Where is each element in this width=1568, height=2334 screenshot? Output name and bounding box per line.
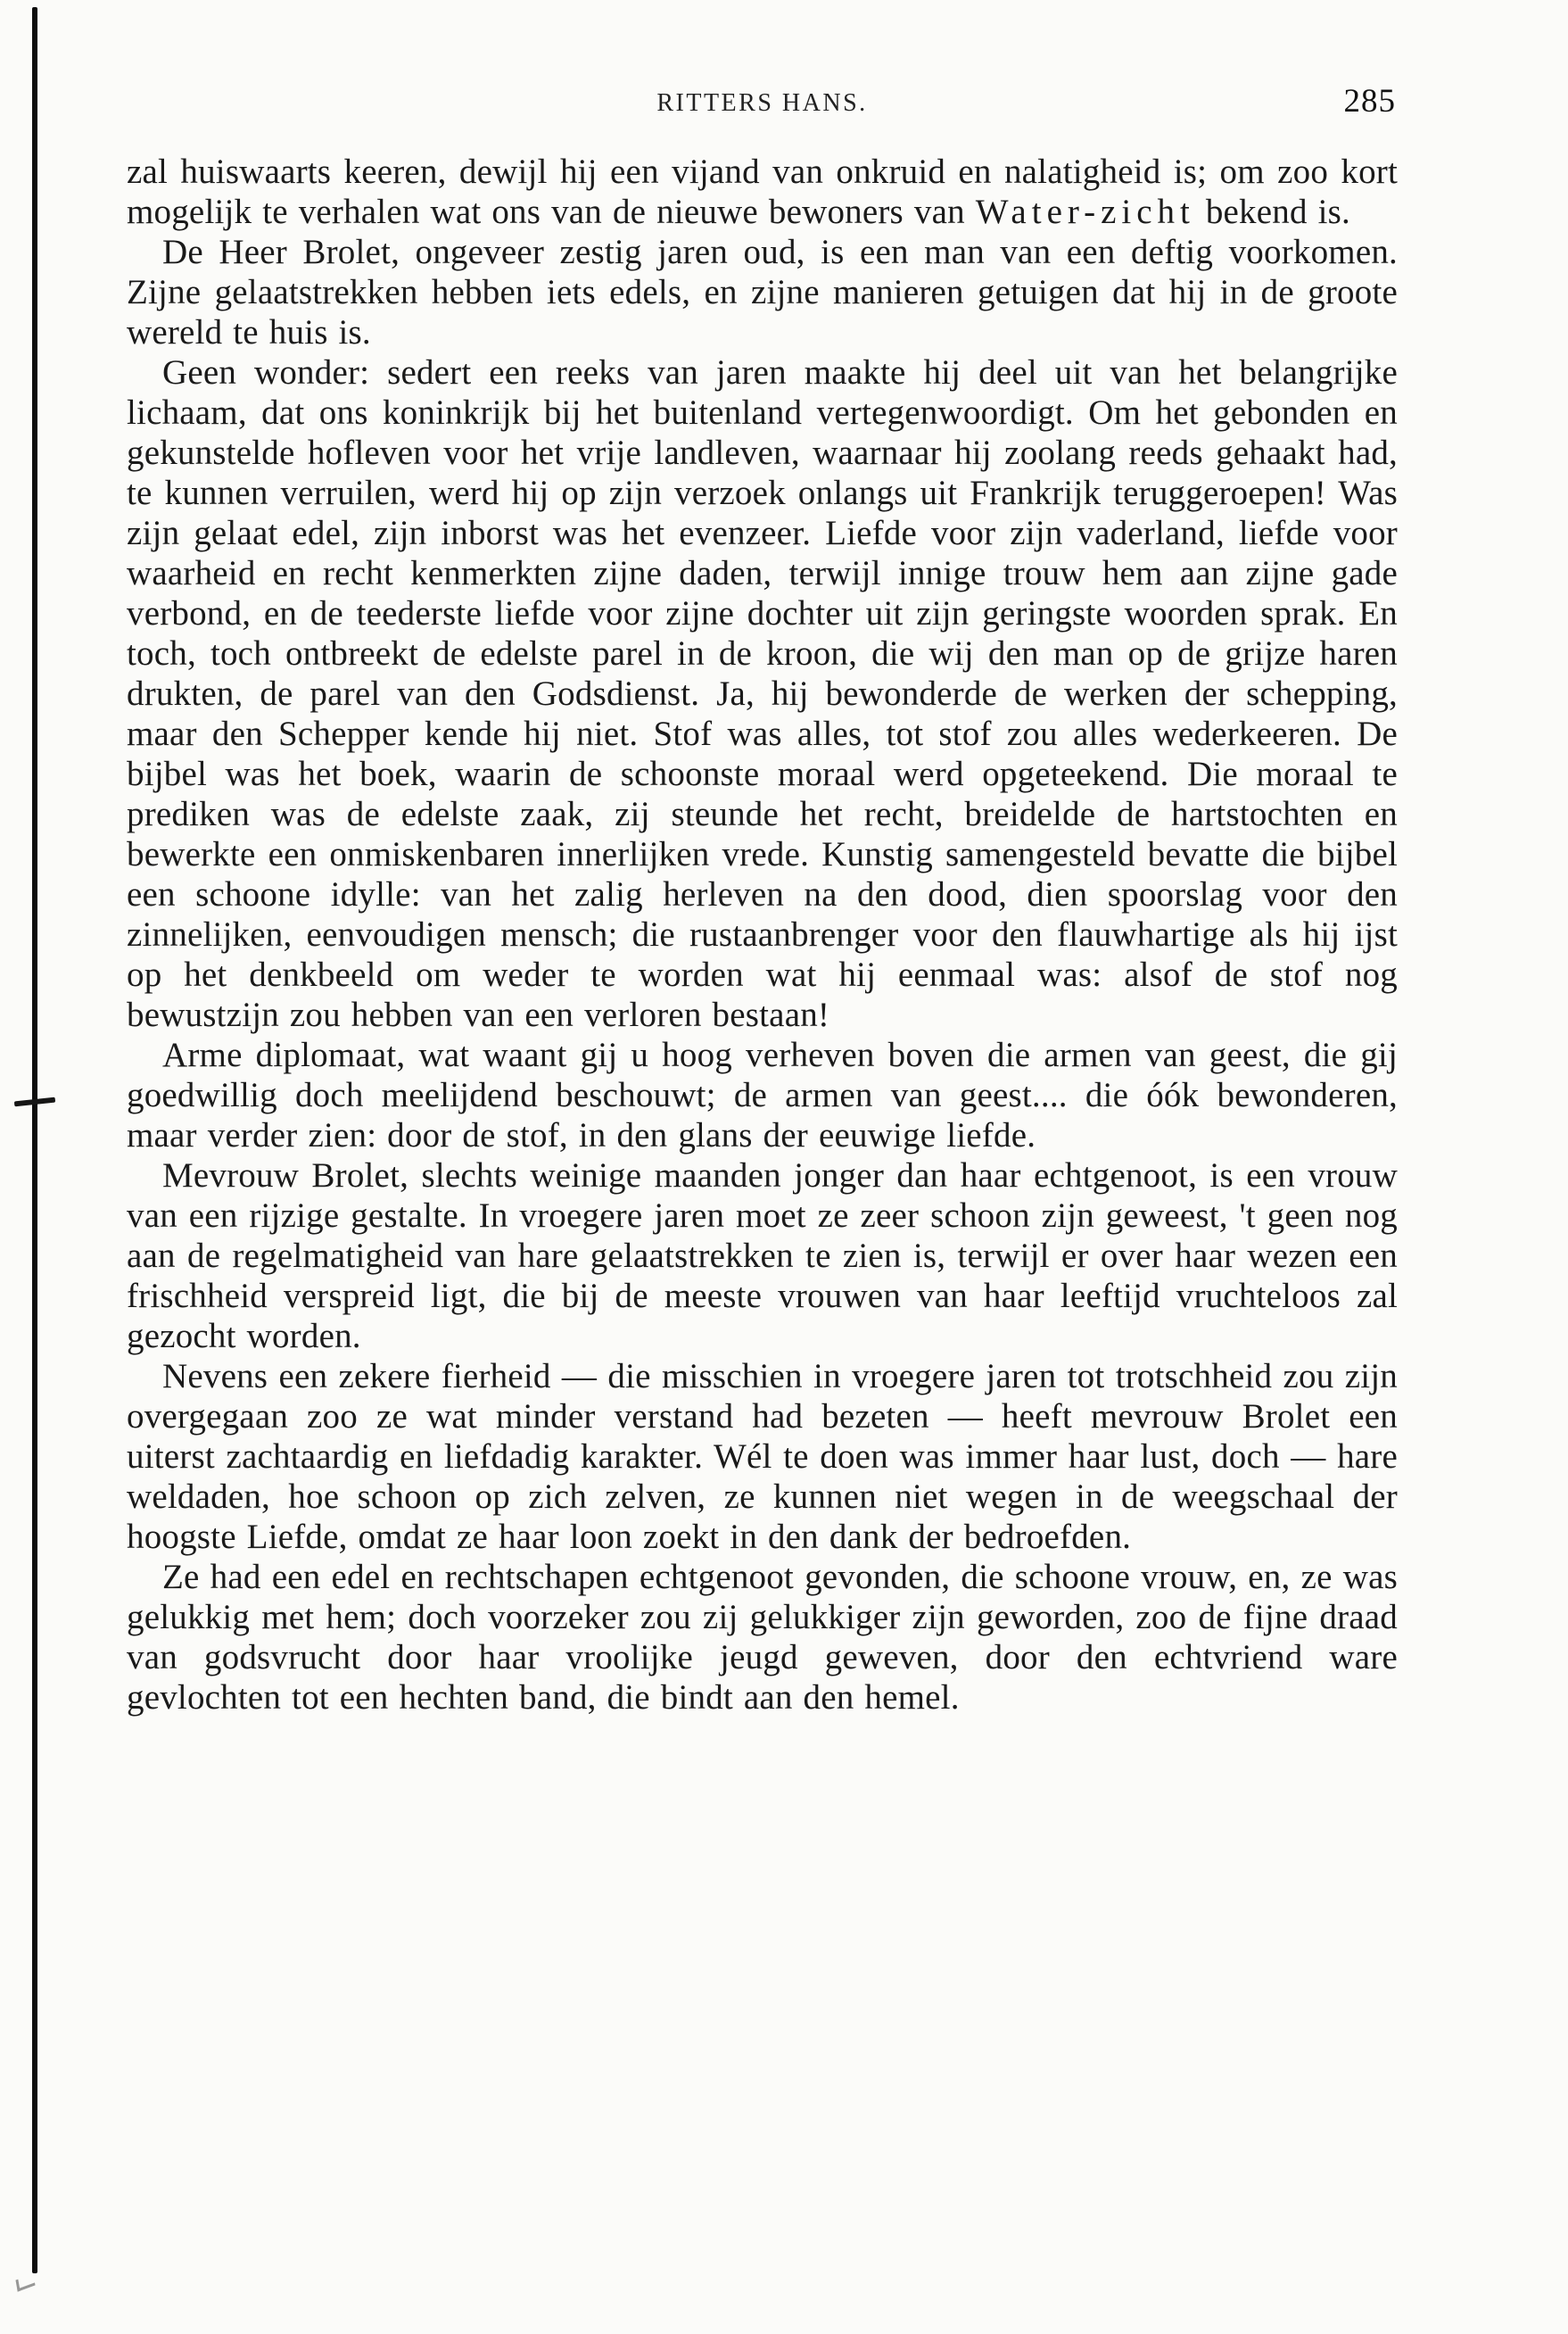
paragraph-1 bbox=[127, 152, 1398, 232]
book-page bbox=[127, 83, 1398, 1717]
paragraph-7: Ze had een edel en rechtschapen echtgenoot gevonden, die schoone vrouw, en, ze was gelukkig met hem; doch voorzeker zou zij gelukkiger zijn geworden, zoo de fijne draad van godsvrucht door haar vroolijke jeugd geweven, door den echtvriend ware gevlochten tot een hechten band, die bindt aan den hemel. bbox=[127, 1558, 1398, 1717]
paragraph-4: Arme diplomaat, wat waant gij u hoog verheven boven die armen van geest, die gij goedwillig doch meelijdend beschouwt; de armen van geest.... die óók bewonderen, maar verder zien: door de stof, in den glans der eeuwige liefde. bbox=[127, 1036, 1398, 1155]
paragraph-5: Mevrouw Brolet, slechts weinige maanden jonger dan haar echtgenoot, is een vrouw van een rijzige gestalte. In vroegere jaren moet ze zeer schoon zijn geweest, 't geen nog aan de regelmatigheid van hare gelaatstrekken te zien is, terwijl er over haar wezen een frischheid verspreid ligt, die bij de meeste vrouwen van haar leeftijd vruchteloos zal gezocht worden. bbox=[127, 1156, 1398, 1355]
paragraph-3: Geen wonder: sedert een reeks van jaren maakte hij deel uit van het belangrijke lichaam, dat ons koninkrijk bij het buitenland vertegenwoordigt. Om het gebonden en gekunstelde hofleven voor het vrije landleven, waarnaar hij zoolang reeds gehaakt had, te kunnen verruilen, werd hij op zijn verzoek onlangs uit Frankrijk teruggeroepen! Was zijn gelaat edel, zijn inborst was het evenzeer. Liefde voor zijn vaderland, liefde voor waarheid en recht kenmerkten zijne daden, terwijl innige trouw hem aan zijne gade verbond, en de teederste liefde voor zijne dochter uit zijn geringste woorden sprak. En toch, toch ontbreekt de edelste parel in de kroon, die wij den man op de grijze haren drukten, de parel van den Godsdienst. Ja, hij bewonderde de werken der schepping, maar den Schepper kende hij niet. Stof was alles, tot stof zou alles wederkeeren. De bijbel was het boek, waarin de schoonste moraal werd opgeteekend. Die moraal te prediken was de edelste zaak, zij steunde het recht, breidelde de hartstochten en bewerkte een onmiskenbaren innerlijken vrede. Kunstig samengesteld bevatte die bijbel een schoone idylle: van het zalig herleven na den dood, dien spoorslag voor den zinnelijken, eenvoudigen mensch; die rustaanbrenger voor den flauwhartige als hij ijst op het denkbeeld om weder te worden wat hij eenmaal was: alsof de stof nog bewustzijn zou hebben van een verloren bestaan! bbox=[127, 353, 1398, 1034]
paragraph-1-text: zal huiswaarts keeren, dewijl hij een vijand van onkruid en nalatigheid is; om zoo kort mogelijk te verhalen wat ons van de nieuwe bewoners van bbox=[127, 153, 1398, 231]
scan-binding-line bbox=[32, 7, 37, 2273]
paragraph-6: Nevens een zekere fierheid — die misschien in vroegere jaren tot trotschheid zou zijn overgegaan zoo ze wat minder verstand had bezeten — heeft mevrouw Brolet een uiterst zachtaardig en liefdadig karakter. Wél te doen was immer haar lust, doch — hare weldaden, hoe schoon op zich zelven, ze kunnen niet wegen in de weegschaal der hoogste Liefde, omdat ze haar loon zoekt in den dank der bedroefden. bbox=[127, 1357, 1398, 1556]
running-header-title: RITTERS HANS. bbox=[656, 89, 868, 117]
estate-name-emphasis: Water-zicht bbox=[975, 193, 1195, 231]
paragraph-2: De Heer Brolet, ongeveer zestig jaren oud, is een man van een deftig voorkomen. Zijne gelaatstrekken hebben iets edels, en zijne manieren getuigen dat hij in de groote wereld te huis is. bbox=[127, 233, 1398, 352]
page-number: 285 bbox=[1343, 83, 1396, 120]
page-body bbox=[127, 152, 1398, 1717]
scan-artifact-check-mark bbox=[15, 2273, 35, 2291]
running-header bbox=[127, 83, 1398, 128]
paragraph-1-text-after: bekend is. bbox=[1194, 193, 1350, 231]
